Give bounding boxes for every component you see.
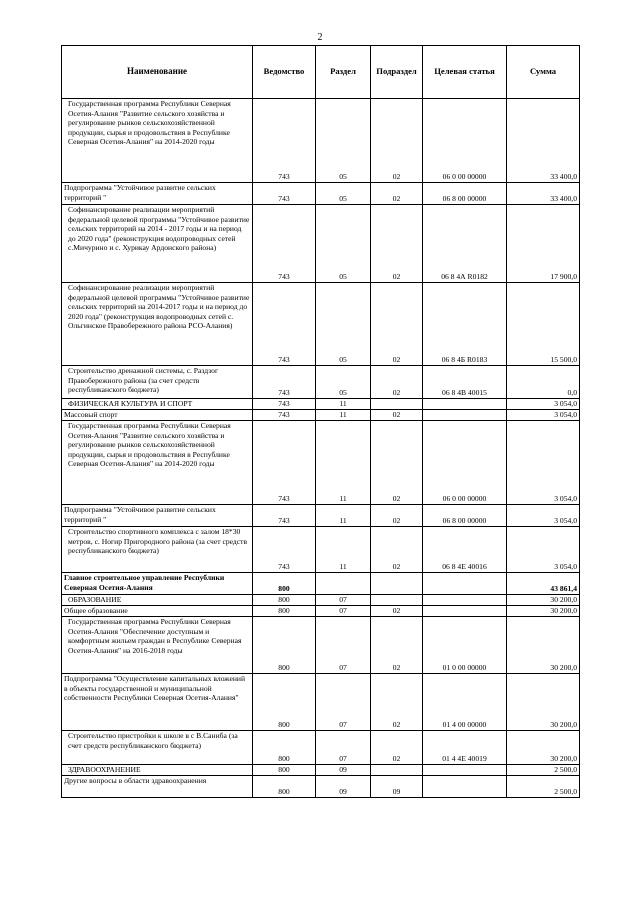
row-target: 06 8 4А R0182 — [423, 205, 507, 283]
row-name: Государственная программа Республики Северная Осетия-Алания "Обеспечение доступным и комфортным жильем граждан в Республике Северная Осетия-Алания" на 2016-2018 годы — [62, 617, 253, 674]
table-row — [62, 606, 580, 617]
table-row — [62, 617, 580, 674]
row-section: 09 — [316, 765, 371, 776]
row-section: 11 — [316, 527, 371, 573]
row-section: 11 — [316, 399, 371, 410]
row-dept: 800 — [253, 573, 316, 595]
row-dept: 743 — [253, 283, 316, 366]
row-dept: 743 — [253, 366, 316, 399]
row-dept: 800 — [253, 606, 316, 617]
row-name: Государственная программа Республики Северная Осетия-Алания "Развитие сельского хозяйства и регулирование рынков сельскохозяйственной продукции, сырья и продовольствия в Республике Северная Осетия-Алания" на 2014-2020 годы — [62, 421, 253, 505]
row-subsection: 02 — [371, 283, 423, 366]
row-section: 05 — [316, 283, 371, 366]
row-name: Подпрограмма "Осуществление капитальных вложений в объекты государственной и муниципальной собственности Республики Северная Осетия-Алания" — [62, 674, 253, 731]
row-section: 11 — [316, 410, 371, 421]
row-target: 06 8 00 00000 — [423, 183, 507, 205]
row-section: 05 — [316, 99, 371, 183]
row-name: Подпрограмма "Устойчивое развитие сельских территорий " — [62, 183, 253, 205]
row-sum: 30 200,0 — [507, 606, 580, 617]
row-dept: 743 — [253, 505, 316, 527]
row-subsection — [371, 765, 423, 776]
row-subsection — [371, 595, 423, 606]
budget-table — [61, 45, 580, 798]
row-target: 06 0 00 00000 — [423, 99, 507, 183]
table-row — [62, 205, 580, 283]
row-name: Государственная программа Республики Северная Осетия-Алания "Развитие сельского хозяйства и регулирование рынков сельскохозяйственной продукции, сырья и продовольствия в Республике Северная Осетия-Алания" на 2014-2020 годы — [62, 99, 253, 183]
row-subsection: 02 — [371, 505, 423, 527]
row-sum: 0,0 — [507, 366, 580, 399]
table-row — [62, 99, 580, 183]
row-name: Подпрограмма "Устойчивое развитие сельских территорий " — [62, 505, 253, 527]
row-subsection: 02 — [371, 421, 423, 505]
header-target: Целевая статья — [423, 46, 507, 99]
row-sum: 3 054,0 — [507, 399, 580, 410]
row-name: Массовый спорт — [62, 410, 253, 421]
header-sum: Сумма — [507, 46, 580, 99]
row-subsection — [371, 573, 423, 595]
row-subsection: 02 — [371, 674, 423, 731]
row-dept: 743 — [253, 205, 316, 283]
row-subsection — [371, 399, 423, 410]
row-target — [423, 765, 507, 776]
row-target: 01 0 00 00000 — [423, 617, 507, 674]
row-target: 01 4 00 00000 — [423, 674, 507, 731]
row-section: 05 — [316, 205, 371, 283]
row-subsection: 02 — [371, 617, 423, 674]
row-sum: 3 054,0 — [507, 421, 580, 505]
row-sum: 17 900,0 — [507, 205, 580, 283]
header-section: Раздел — [316, 46, 371, 99]
row-sum: 30 200,0 — [507, 674, 580, 731]
row-sum: 3 054,0 — [507, 505, 580, 527]
row-sum: 30 200,0 — [507, 617, 580, 674]
table-row — [62, 283, 580, 366]
row-sum: 33 400,0 — [507, 99, 580, 183]
row-section: 09 — [316, 776, 371, 798]
row-target — [423, 606, 507, 617]
row-name: Софинансирование реализации мероприятий федеральной целевой программы "Устойчивое развитие сельских территорий на 2014-2017 годы и на период до 2020 года" (реконструкция водопроводных сетей с. Ольгинское Правобережного района РСО-Алания) — [62, 283, 253, 366]
row-sum: 3 054,0 — [507, 410, 580, 421]
row-target — [423, 410, 507, 421]
row-dept: 743 — [253, 183, 316, 205]
row-subsection: 02 — [371, 731, 423, 765]
row-target: 01 4 4Е 40019 — [423, 731, 507, 765]
row-sum: 43 861,4 — [507, 573, 580, 595]
row-section: 07 — [316, 617, 371, 674]
row-target — [423, 573, 507, 595]
row-target — [423, 776, 507, 798]
table-row — [62, 527, 580, 573]
row-target — [423, 399, 507, 410]
row-subsection: 02 — [371, 205, 423, 283]
row-target: 06 8 4Б R0183 — [423, 283, 507, 366]
table-row — [62, 183, 580, 205]
row-dept: 800 — [253, 674, 316, 731]
row-subsection: 02 — [371, 606, 423, 617]
page-number: 2 — [317, 32, 323, 43]
row-section: 05 — [316, 366, 371, 399]
table-row — [62, 366, 580, 399]
table-header-row — [62, 46, 580, 99]
row-dept: 743 — [253, 527, 316, 573]
row-section: 11 — [316, 421, 371, 505]
row-dept: 800 — [253, 617, 316, 674]
row-target: 06 8 4В 40015 — [423, 366, 507, 399]
row-sum: 2 500,0 — [507, 765, 580, 776]
row-section: 07 — [316, 674, 371, 731]
row-subsection: 02 — [371, 527, 423, 573]
row-name: Общее образование — [62, 606, 253, 617]
table-row — [62, 595, 580, 606]
row-target: 06 8 00 00000 — [423, 505, 507, 527]
row-target: 06 8 4Е 40016 — [423, 527, 507, 573]
row-name: ЗДРАВООХРАНЕНИЕ — [62, 765, 253, 776]
table-row — [62, 573, 580, 595]
row-subsection: 02 — [371, 366, 423, 399]
row-name: Другие вопросы в области здравоохранения — [62, 776, 253, 798]
row-subsection: 02 — [371, 183, 423, 205]
row-dept: 743 — [253, 99, 316, 183]
table-row — [62, 731, 580, 765]
header-name: Наименование — [62, 46, 253, 99]
row-name: ФИЗИЧЕСКАЯ КУЛЬТУРА И СПОРТ — [62, 399, 253, 410]
row-dept: 800 — [253, 595, 316, 606]
row-name: ОБРАЗОВАНИЕ — [62, 595, 253, 606]
row-target: 06 0 00 00000 — [423, 421, 507, 505]
row-section — [316, 573, 371, 595]
row-name: Строительство дренажной системы, с. Раздзог Правобережного района (за счет средств республиканского бюджета) — [62, 366, 253, 399]
table-row — [62, 505, 580, 527]
row-subsection: 02 — [371, 410, 423, 421]
row-section: 05 — [316, 183, 371, 205]
row-sum: 30 200,0 — [507, 731, 580, 765]
row-dept: 800 — [253, 731, 316, 765]
row-section: 07 — [316, 595, 371, 606]
table-row — [62, 399, 580, 410]
row-dept: 800 — [253, 765, 316, 776]
row-dept: 743 — [253, 410, 316, 421]
row-sum: 30 200,0 — [507, 595, 580, 606]
row-sum: 2 500,0 — [507, 776, 580, 798]
table-row — [62, 421, 580, 505]
row-dept: 743 — [253, 421, 316, 505]
row-name: Строительство пристройки к школе в с В.Саниба (за счет средств республиканского бюджета) — [62, 731, 253, 765]
row-dept: 800 — [253, 776, 316, 798]
row-name: Строительство спортивного комплекса с залом 18*30 метров, с. Ногир Пригородного района (за счет средств республиканского бюджета) — [62, 527, 253, 573]
table-row — [62, 776, 580, 798]
row-section: 07 — [316, 606, 371, 617]
row-target — [423, 595, 507, 606]
row-dept: 743 — [253, 399, 316, 410]
row-section: 07 — [316, 731, 371, 765]
row-subsection: 02 — [371, 99, 423, 183]
row-subsection: 09 — [371, 776, 423, 798]
row-sum: 15 500,0 — [507, 283, 580, 366]
header-subsection: Подраздел — [371, 46, 423, 99]
table-row — [62, 410, 580, 421]
table-row — [62, 674, 580, 731]
row-name: Главное строительное управление Республики Северная Осетия-Алания — [62, 573, 253, 595]
row-section: 11 — [316, 505, 371, 527]
row-name: Софинансирование реализации мероприятий федеральной целевой программы "Устойчивое развитие сельских территорий на 2014 - 2017 годы и на период до 2020 года" (реконструкция водопроводных сетей с.Мичурино и с. Хурикау Ардонского района) — [62, 205, 253, 283]
header-dept: Ведомство — [253, 46, 316, 99]
row-sum: 33 400,0 — [507, 183, 580, 205]
table-row — [62, 765, 580, 776]
row-sum: 3 054,0 — [507, 527, 580, 573]
